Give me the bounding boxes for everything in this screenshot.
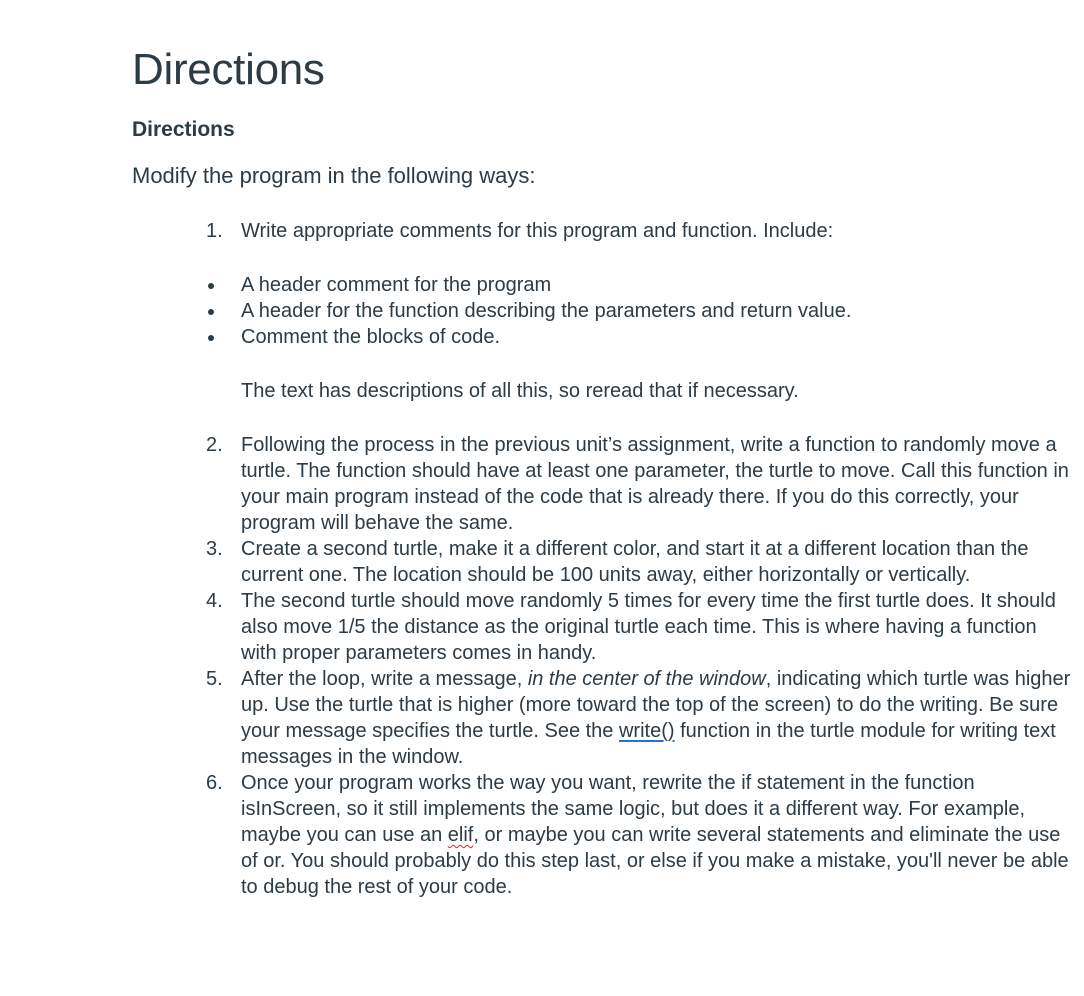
list-item-text [241,772,1069,898]
list-item-text: The second turtle should move randomly 5 times for every time the first turtle does. It should also move 1/5 the distance as the original turtle each time. This is where having a function with proper parameters comes in handy. [241,590,1056,664]
page-title: Directions [132,45,325,94]
list-item-2 [132,432,1072,536]
intro-paragraph: Modify the program in the following ways: [132,163,536,188]
list-item-3 [132,536,1072,588]
text-segment: , or maybe you can write several statements and eliminate the use of or. You should probably do this step last, or else if you make a mistake, you'll never be able to debug the rest of your code. [241,824,1069,898]
list-item-6 [132,770,1072,900]
numbered-list-second [132,432,1072,900]
list-number: 1. [206,220,223,242]
numbered-list-first [132,218,1072,244]
list-item-4 [132,588,1072,666]
bullet-dot-icon [208,309,214,315]
list-item-text: Write appropriate comments for this program and function. Include: [241,220,834,242]
list-item-5 [132,666,1072,770]
list-number: 3. [206,538,223,560]
list-item-1 [132,218,1072,244]
list-number: 4. [206,590,223,612]
list-item-text [241,668,1070,768]
bullet-item [132,324,1072,350]
emphasis-text: in the center of the window [527,668,766,690]
bullet-text: A header for the function describing the parameters and return value. [241,300,852,322]
text-segment: After the loop, write a message, [241,668,528,690]
text-segment: , indicating which turtle was higher up. Use the turtle that is higher (more toward the top of the screen) to do the writing. Be sure your message specifies the turtle. See the [241,668,1071,742]
bullet-item [132,298,1072,324]
bullet-list [132,272,1072,350]
bullet-dot-icon [208,283,214,289]
list-item-text: Following the process in the previous unit’s assignment, write a function to randomly move a turtle. The function should have at least one parameter, the turtle to move. Call this function in your main program instead of the code that is already there. If you do this correctly, your program will behave the same. [241,434,1069,534]
section-heading: Directions [132,118,235,141]
bullet-item [132,272,1072,298]
list-number: 5. [206,668,223,690]
note-paragraph: The text has descriptions of all this, so reread that if necessary. [241,380,799,402]
bullet-text: Comment the blocks of code. [241,326,501,348]
text-segment: Once your program works the way you want, rewrite the if statement in the function isInScreen, so it still implements the same logic, but does it a different way. For example, maybe you can use an [241,772,1026,846]
bullet-text: A header comment for the program [241,274,552,296]
list-number: 6. [206,772,223,794]
list-number: 2. [206,434,223,456]
list-item-text: Create a second turtle, make it a different color, and start it at a different location than the current one. The location should be 100 units away, either horizontally or vertically. [241,538,1029,586]
write-function-link[interactable]: write() [618,720,675,742]
text-segment: function in the turtle module for writing text messages in the window. [241,720,1056,768]
bullet-dot-icon [208,335,214,341]
document-page [132,44,1072,900]
spellcheck-flagged-word[interactable]: elif [447,824,474,846]
